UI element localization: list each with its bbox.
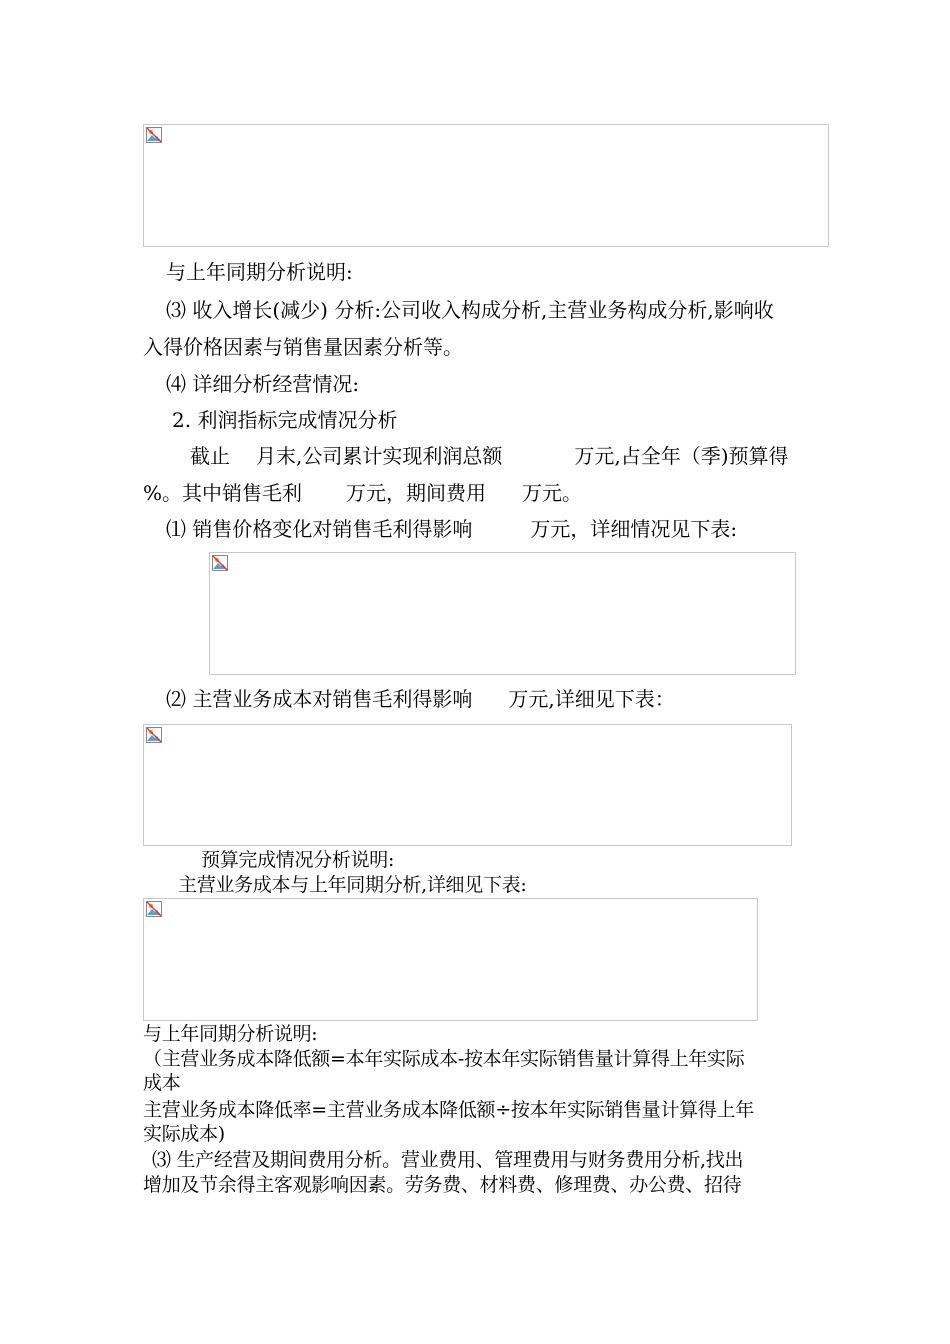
- expense-analysis-line-1: ⑶ 生产经营及期间费用分析。营业费用、管理费用与财务费用分析,找出: [152, 1149, 744, 1171]
- table-image-4: [143, 898, 758, 1021]
- formula-line-4: 实际成本): [143, 1123, 225, 1145]
- price-effect-part-1: ⑴ 销售价格变化对销售毛利得影响: [166, 517, 473, 541]
- profit-summary-part-1: 截止: [190, 444, 230, 468]
- table-image-2: [209, 552, 796, 675]
- table-image-1: [143, 124, 829, 247]
- profit-summary-part-2: 月末,公司累计实现利润总额: [256, 444, 503, 468]
- broken-image-icon: [146, 901, 162, 917]
- formula-line-3: 主营业务成本降低率=主营业务成本降低额÷按本年实际销售量计算得上年: [143, 1099, 754, 1121]
- profit-summary-line-2: [143, 481, 582, 505]
- formula-line-2: 成本: [143, 1072, 181, 1094]
- cost-effect-part-2: 万元,详细见下表：: [508, 687, 675, 711]
- cost-effect-part-1: ⑵ 主营业务成本对销售毛利得影响: [166, 687, 473, 711]
- expense-analysis-line-2: 增加及节余得主客观影响因素。劳务费、材料费、修理费、办公费、招待: [143, 1174, 742, 1196]
- profit-section-heading: 2. 利润指标完成情况分析: [172, 408, 398, 432]
- analysis-note-prev-year-2: 与上年同期分析说明:: [143, 1023, 318, 1045]
- profit-summary-part-3: 万元,占全年（季)预算得: [574, 444, 789, 468]
- profit-summary-part-6: 万元。: [522, 481, 583, 505]
- analysis-note-prev-year-1: 与上年同期分析说明:: [166, 260, 353, 284]
- broken-image-icon: [212, 555, 228, 571]
- profit-summary-line-1: [190, 444, 789, 468]
- price-effect-part-2: 万元，详细情况见下表:: [530, 517, 738, 541]
- revenue-growth-paragraph-line-2: 入得价格因素与销售量因素分析等。: [143, 335, 463, 359]
- profit-summary-part-5: 万元，期间费用: [346, 481, 487, 505]
- table-image-3: [143, 724, 792, 846]
- profit-summary-part-4: %。其中销售毛利: [143, 481, 303, 505]
- formula-line-1: （主营业务成本降低额=本年实际成本-按本年实际销售量计算得上年实际: [143, 1048, 745, 1070]
- broken-image-icon: [146, 727, 162, 743]
- cost-effect-line: [166, 687, 675, 711]
- broken-image-icon: [146, 127, 162, 143]
- revenue-growth-paragraph-line-1: ⑶ 收入增长(减少) 分析:公司收入构成分析,主营业务构成分析,影响收: [166, 298, 774, 322]
- cost-prev-year-heading: 主营业务成本与上年同期分析,详细见下表:: [178, 874, 527, 896]
- price-effect-line: [166, 517, 737, 541]
- budget-analysis-note: 预算完成情况分析说明:: [201, 849, 395, 871]
- operation-detail-heading: ⑷ 详细分析经营情况:: [166, 372, 360, 396]
